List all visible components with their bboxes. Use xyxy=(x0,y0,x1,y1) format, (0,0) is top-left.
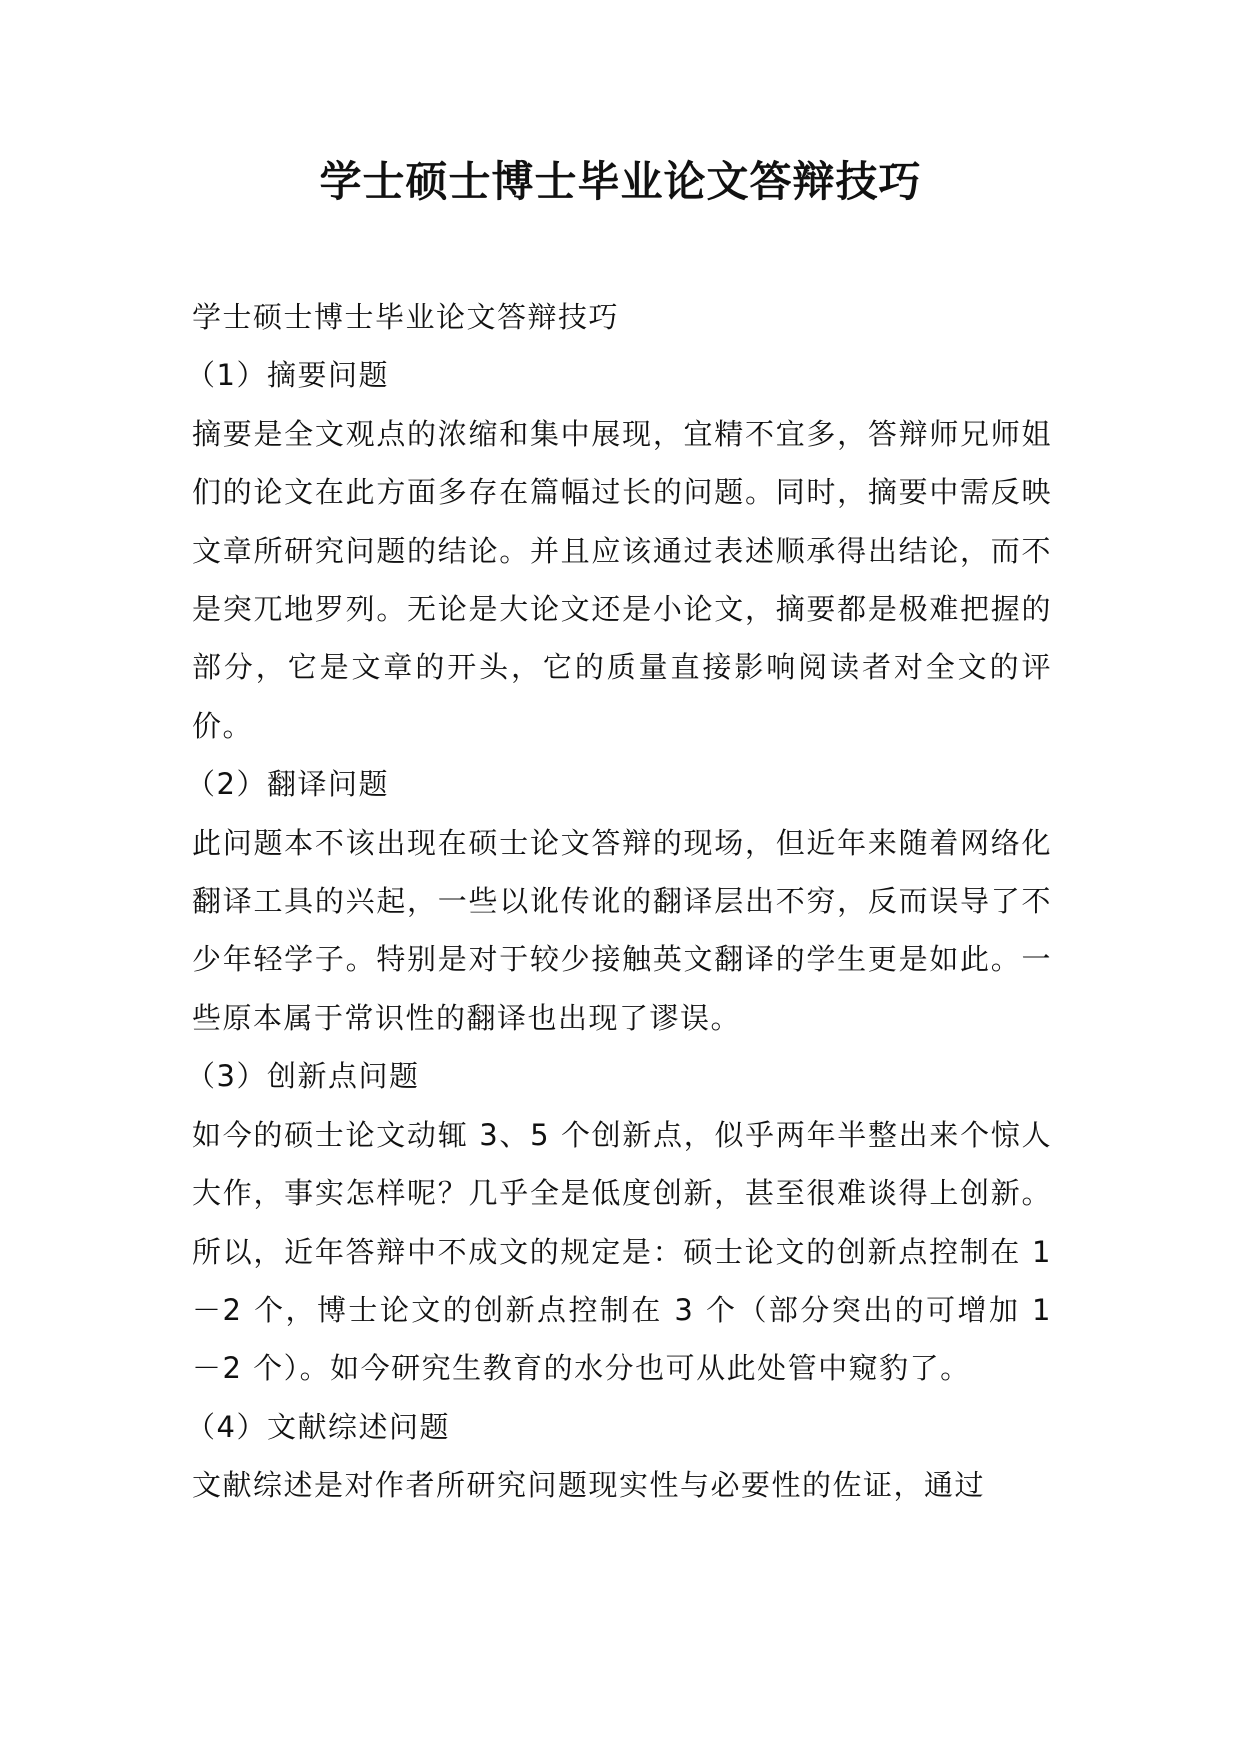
document-body xyxy=(186,288,1052,1515)
section-heading-translation: （2）翻译问题 xyxy=(186,767,389,802)
section-body-literature-review: 文献综述是对作者所研究问题现实性与必要性的佐证，通过 xyxy=(192,1468,986,1503)
document-subtitle: 学士硕士博士毕业论文答辩技巧 xyxy=(192,300,620,334)
document-title: 学士硕士博士毕业论文答辩技巧 xyxy=(319,157,922,206)
section-heading-literature-review: （4）文献综述问题 xyxy=(186,1409,450,1444)
section-heading-innovation: （3）创新点问题 xyxy=(186,1059,420,1094)
section-body-abstract: 摘要是全文观点的浓缩和集中展现，宜精不宜多，答辩师兄师姐们的论文在此方面多存在篇幅过长的问题。同时，摘要中需反映文章所研究问题的结论。并且应该通过表述顺承得出结论，而不是突兀地罗列。无论是大论文还是小论文，摘要都是极难把握的部分，它是文章的开头，它的质量直接影响阅读者对全文的评价。 xyxy=(192,416,1052,743)
section-body-translation: 此问题本不该出现在硕士论文答辩的现场，但近年来随着网络化翻译工具的兴起，一些以讹传讹的翻译层出不穷，反而误导了不少年轻学子。特别是对于较少接触英文翻译的学生更是如此。一些原本属于常识性的翻译也出现了谬误。 xyxy=(192,825,1052,1035)
section-body-innovation: 如今的硕士论文动辄 3、5 个创新点，似乎两年半整出来个惊人大作，事实怎样呢？几乎全是低度创新，甚至很难谈得上创新。所以，近年答辩中不成文的规定是：硕士论文的创新点控制在 1－2 个，博士论文的创新点控制在 3 个（部分突出的可增加 1－2 个）。如今研究生教育的水分也可从此处管中窥豹了。 xyxy=(192,1117,1052,1386)
section-heading-abstract: （1）摘要问题 xyxy=(186,358,389,393)
